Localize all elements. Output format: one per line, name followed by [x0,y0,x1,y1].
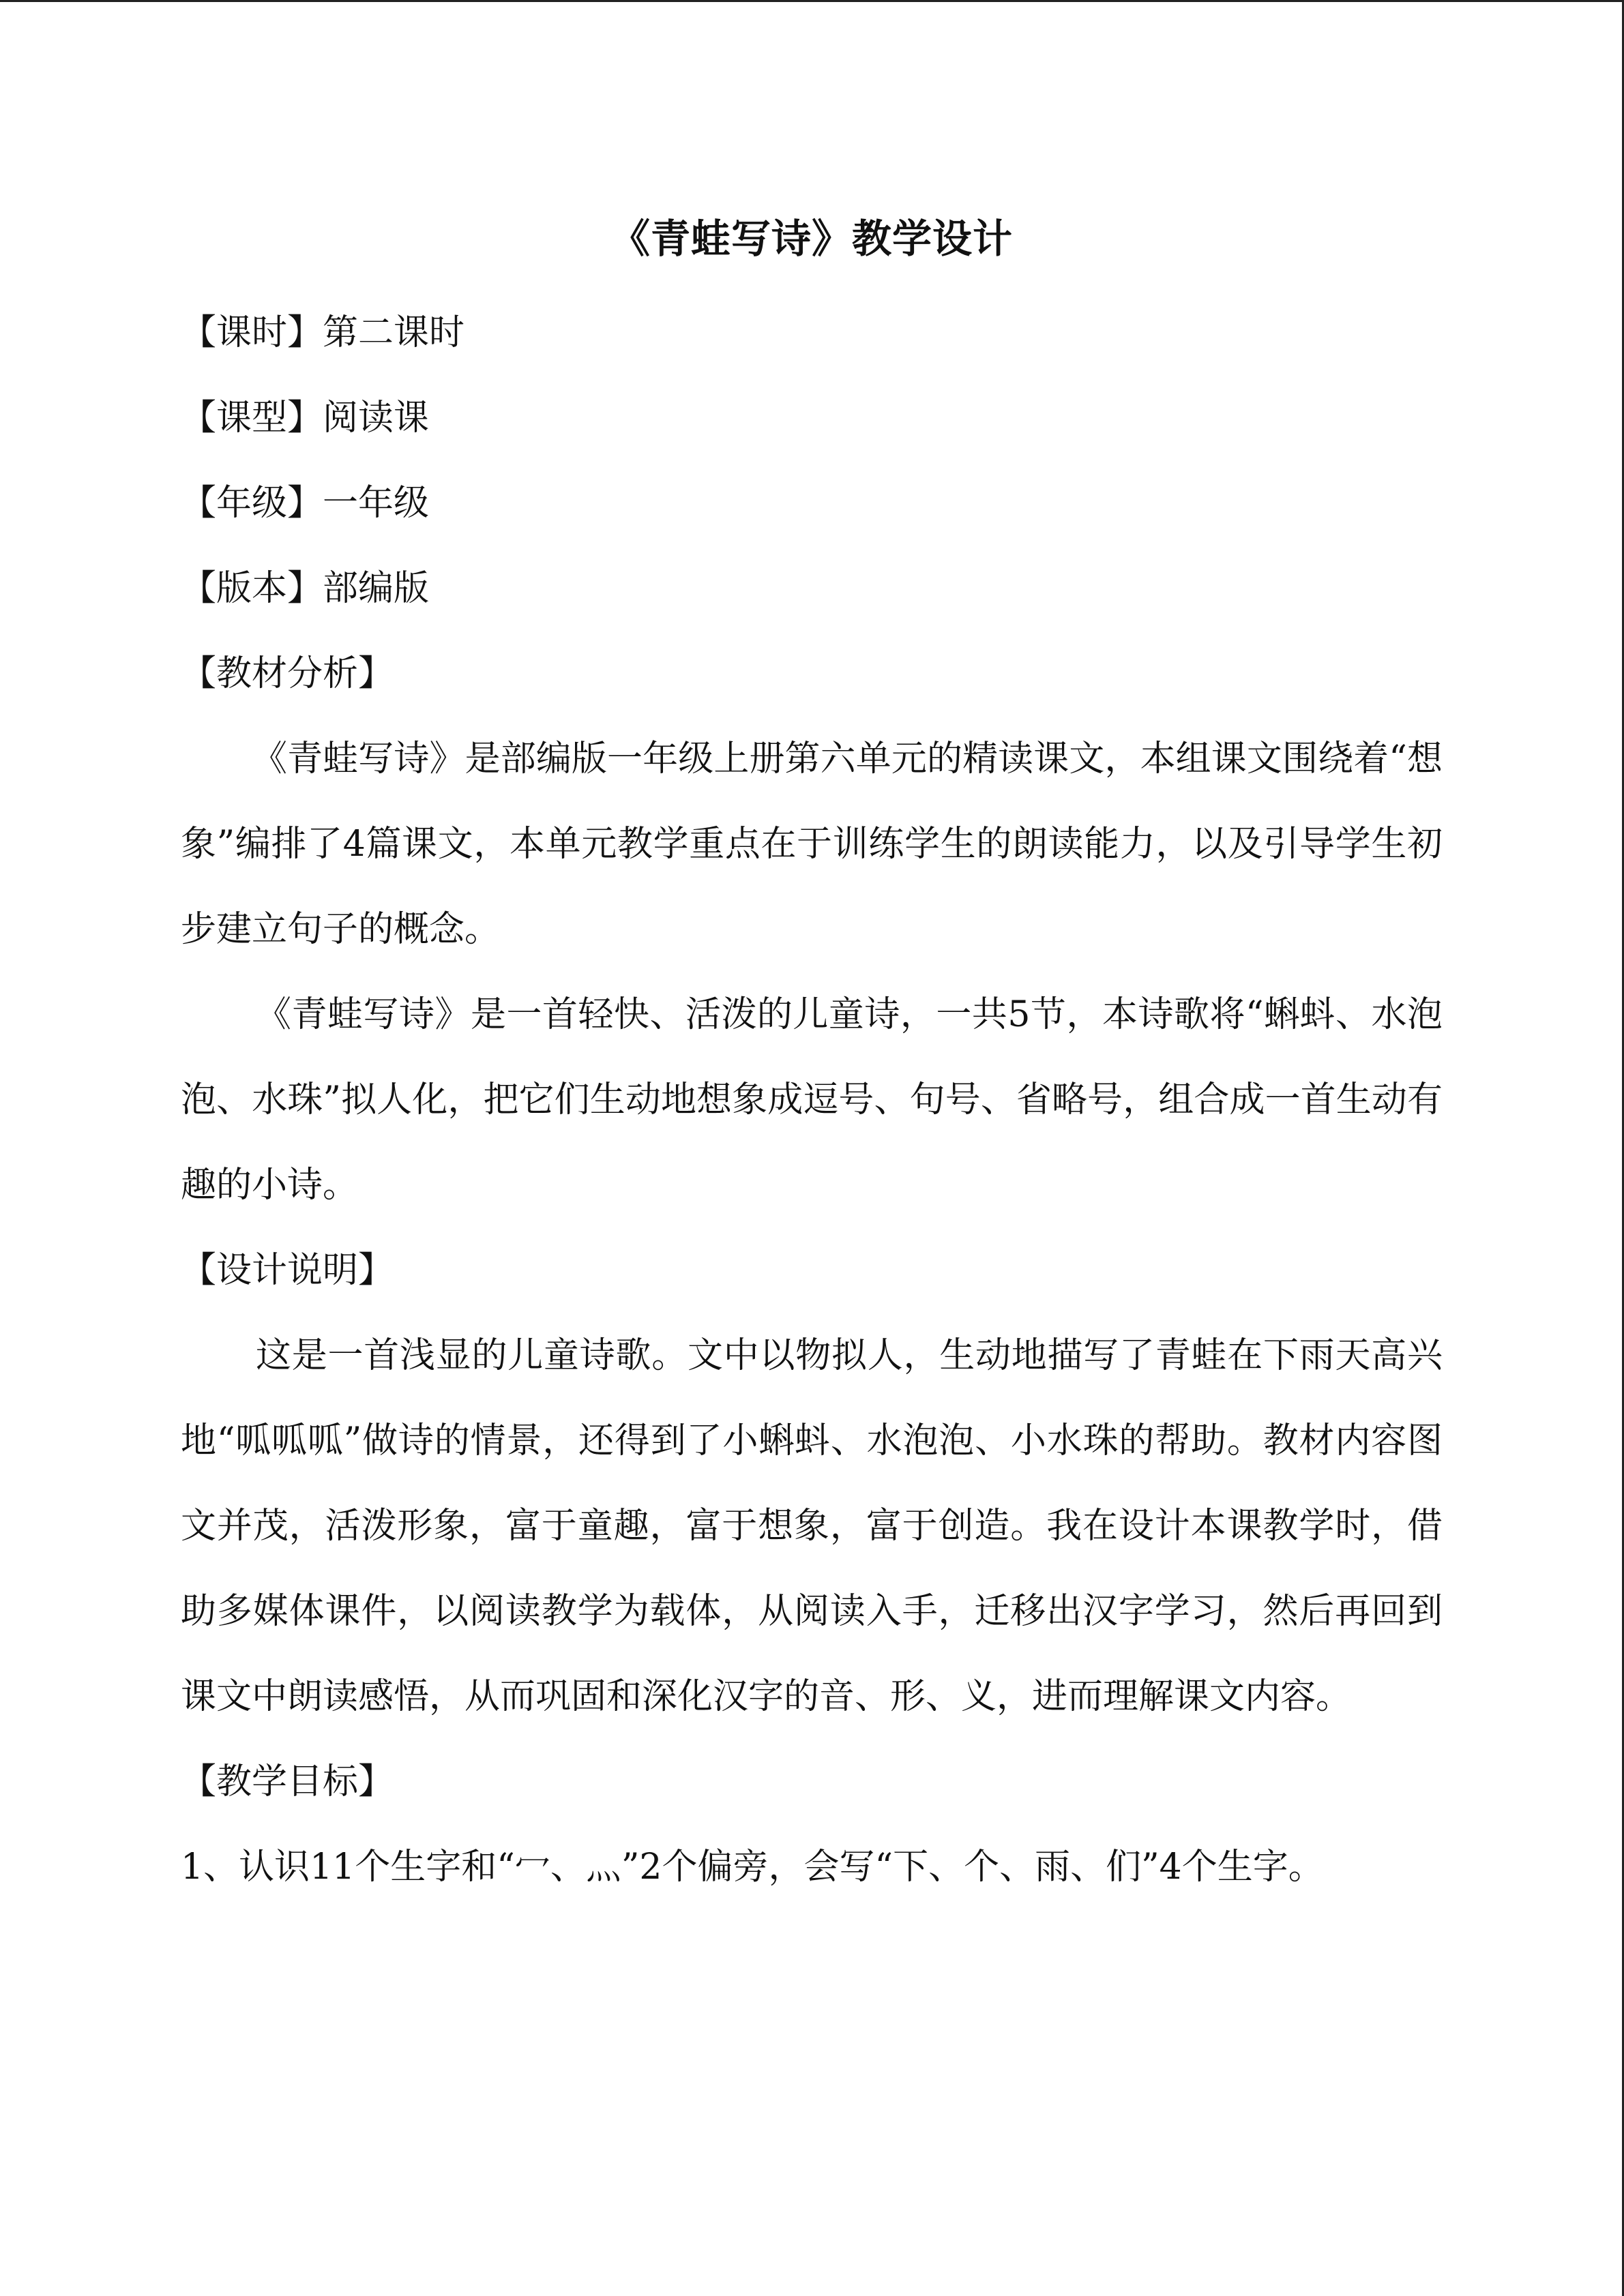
meta-value: 一年级 [323,483,430,524]
design-paragraph-1: 这是一首浅显的儿童诗歌。文中以物拟人，生动地描写了青蛙在下雨天高兴地“呱呱呱”做诗的情景，还得到了小蝌蚪、水泡泡、小水珠的帮助。教材内容图文并茂，活泼形象，富于童趣，富于想象，富于创造。我在设计本课教学时，借助多媒体课件，以阅读教学为载体，从阅读入手，迁移出汉字学习，然后再回到课文中朗读感悟，从而巩固和深化汉字的音、形、义，进而理解课文内容。 [181,1335,1443,1717]
section-heading-design: 【设计说明】 [181,1250,394,1291]
meta-lesson-period [181,290,1443,376]
analysis-paragraph-1: 《青蛙写诗》是部编版一年级上册第六单元的精读课文，本组课文围绕着“想象”编排了4篇课文，本单元教学重点在于训练学生的朗读能力，以及引导学生初步建立句子的概念。 [181,739,1443,950]
meta-label: 【课型】 [181,398,323,438]
meta-label: 【年级】 [181,483,323,524]
document-body [181,205,1443,1910]
meta-edition [181,546,1443,631]
meta-value: 部编版 [323,568,430,609]
meta-lesson-type [181,376,1443,461]
section-heading-goals: 【教学目标】 [181,1761,394,1802]
analysis-paragraph-2: 《青蛙写诗》是一首轻快、活泼的儿童诗，一共5节，本诗歌将“蝌蚪、水泡泡、水珠”拟人化，把它们生动地想象成逗号、句号、省略号，组合成一首生动有趣的小诗。 [181,994,1443,1206]
meta-label: 【版本】 [181,568,323,609]
meta-grade [181,461,1443,546]
goal-item-1: 1、认识11个生字和“冖、灬”2个偏旁，会写“下、个、雨、们”4个生字。 [181,1847,1324,1888]
document-title: 《青蛙写诗》教学设计 [610,215,1013,262]
meta-value: 阅读课 [323,398,430,438]
section-heading-analysis: 【教材分析】 [181,653,394,694]
meta-label: 【课时】 [181,312,323,353]
page-border-top [0,0,1624,2]
meta-value: 第二课时 [323,312,465,353]
